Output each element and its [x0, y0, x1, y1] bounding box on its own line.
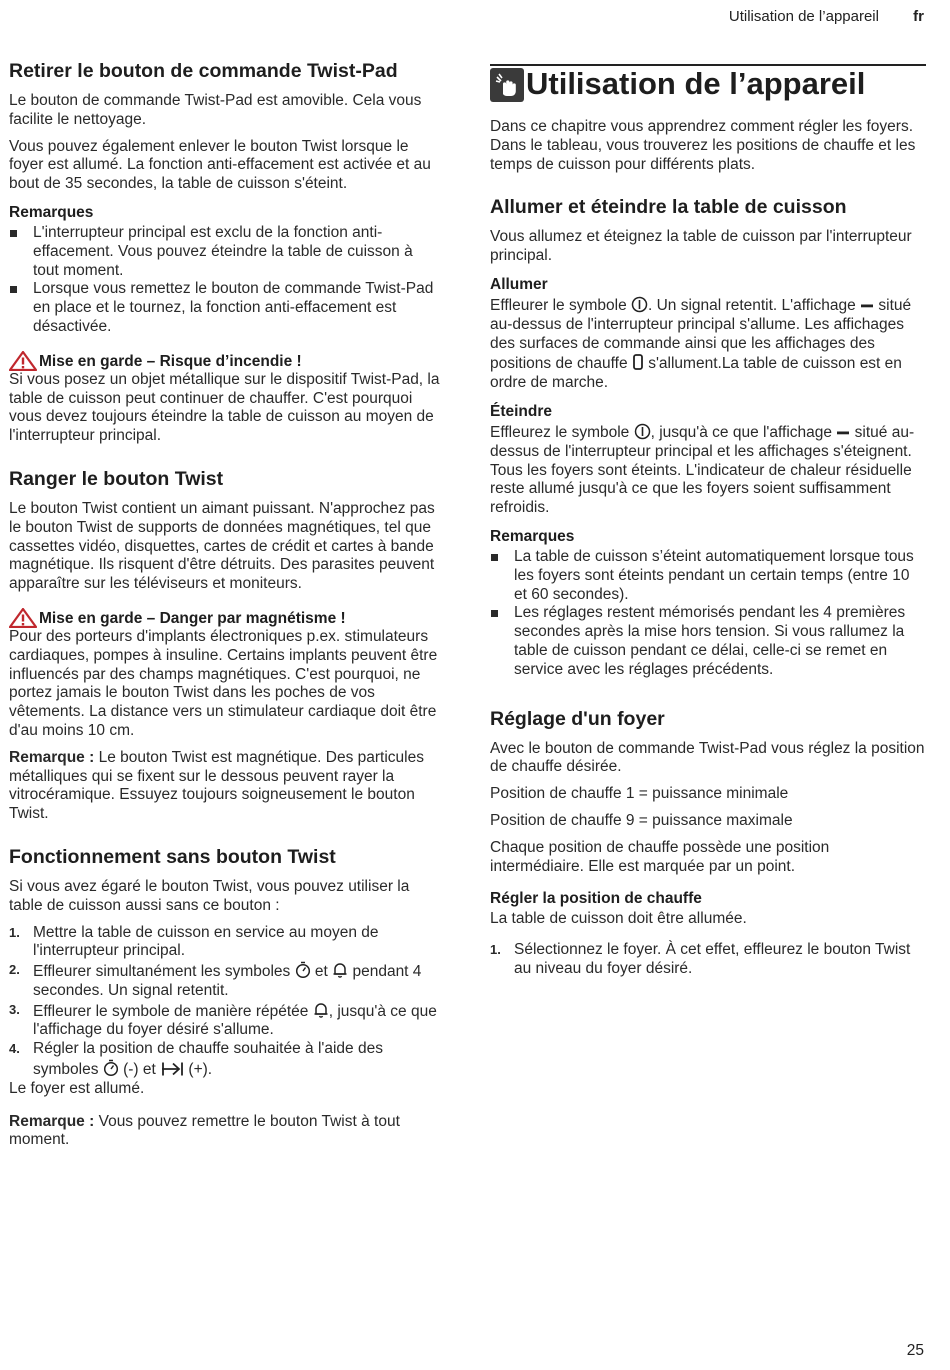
- text: Effleurer le symbole: [490, 296, 631, 314]
- warning-title-text: Mise en garde – Risque d’incendie !: [39, 352, 302, 370]
- dash-indicator-icon: [860, 299, 874, 313]
- step-text: Régler la position de chauffe souhaitée à l'aide des symboles: [33, 1040, 383, 1079]
- header-section-title: Utilisation de l’appareil: [728, 8, 879, 25]
- step-text: Effleurer simultanément les symboles: [33, 963, 295, 981]
- text: s'allument.La table de cuisson est en ordre de marche.: [490, 355, 902, 392]
- bullet: [10, 230, 17, 237]
- list-item: [9, 1040, 441, 1080]
- warning-fire-title: [9, 351, 441, 371]
- list-item-text: L'interrupteur principal est exclu de la fonction anti-effacement. Vous pouvez éteindre la table de cuisson à tout moment.: [33, 223, 413, 279]
- text: situé au-dessus de l'interrupteur principal et les affichages s'éteignent. Tous les foyers sont éteints. L'indicateur de chaleur résiduelle reste allumé jusqu'à ce que les foyers soient suffisamment refroidis.: [490, 423, 915, 517]
- paragraph: Le bouton de commande Twist-Pad est amovible. Cela vous facilite le nettoyage.: [9, 92, 422, 128]
- step-text: Mettre la table de cuisson en service au moyen de l'interrupteur principal.: [33, 923, 379, 960]
- list-item-text: Les réglages restent mémorisés pendant les 4 premières secondes après la mise hors tension. Si vous rallumez la table de cuisson pendant ce délai, celle-ci se remet en service avec les réglages précédents.: [514, 604, 906, 678]
- step-text: , jusqu'à ce que l'affichage du foyer désiré s'allume.: [33, 1002, 437, 1039]
- note-text: Le bouton Twist est magnétique. Des particules métalliques qui se fixent sur le dessous peuvent rayer la vitrocéramique. Essuyez toujours soigneusement le bouton Twist.: [9, 748, 424, 823]
- paragraph: Position de chauffe 1 = puissance minimale: [490, 785, 789, 803]
- remarks-list: [9, 224, 441, 337]
- paragraph: Dans ce chapitre vous apprendrez comment régler les foyers. Dans le tableau, vous trouverez les positions de chauffe et les temps de cuisson pour différents plats.: [490, 118, 916, 173]
- paragraph: Vous pouvez également enlever le bouton Twist lorsque le foyer est allumé. La fonction anti-effacement est activée et au bout de 35 secondes, la table de cuisson s'éteint.: [9, 137, 431, 193]
- chapter-title-block: [490, 64, 926, 102]
- text: situé au-dessus de l'interrupteur principal s'allume. Les affichages des surfaces de commande ainsi que les affichages des positions de chauffe: [490, 296, 912, 373]
- bullet: [491, 610, 498, 617]
- list-item: [490, 941, 926, 979]
- step-number: 2.: [9, 962, 20, 978]
- heading-on-off: Allumer et éteindre la table de cuisson: [490, 196, 847, 219]
- list-item: [9, 224, 441, 280]
- step-number: 3.: [9, 1001, 20, 1017]
- paragraph: Chaque position de chauffe possède une position intermédiaire. Elle est marquée par un point.: [490, 838, 830, 875]
- step-text: Effleurer le symbole de manière répétée: [33, 1002, 313, 1020]
- step-number: 1.: [490, 942, 501, 958]
- warning-title-text: Mise en garde – Danger par magnétisme !: [39, 609, 346, 627]
- step-text: (+).: [184, 1061, 213, 1079]
- note-label: Remarque :: [9, 1112, 95, 1130]
- timer-icon: [295, 961, 311, 979]
- paragraph: [490, 296, 926, 393]
- step-number: 1.: [9, 924, 20, 940]
- text: Effleurez le symbole: [490, 423, 634, 441]
- running-header: [729, 8, 924, 25]
- list-item: [9, 280, 441, 336]
- heading-store-twist: Ranger le bouton Twist: [9, 467, 224, 490]
- paragraph: [490, 423, 926, 518]
- bell-icon: [313, 1001, 329, 1019]
- remarks-heading: Remarques: [490, 527, 575, 545]
- left-column: [9, 60, 441, 1158]
- paragraph: Position de chauffe 9 = puissance maximale: [490, 811, 793, 829]
- heading-set-zone: Réglage d'un foyer: [490, 707, 665, 730]
- text: , jusqu'à ce que l'affichage: [650, 423, 837, 441]
- step-text: Sélectionnez le foyer. À cet effet, effleurez le bouton Twist au niveau du foyer désiré.: [514, 941, 911, 977]
- warning-triangle-icon: [9, 351, 37, 371]
- warning-magnetism-title: [9, 608, 441, 628]
- list-item: [490, 604, 926, 679]
- step-number: 4.: [9, 1041, 20, 1057]
- dash-indicator-icon: [836, 426, 850, 440]
- list-item: [9, 924, 441, 962]
- paragraph: Si vous avez égaré le bouton Twist, vous pouvez utiliser la table de cuisson aussi sans ce bouton :: [9, 877, 410, 914]
- note-text: Vous pouvez remettre le bouton Twist à tout moment.: [9, 1112, 400, 1149]
- bell-icon: [332, 961, 348, 979]
- paragraph: Vous allumez et éteignez la table de cuisson par l'interrupteur principal.: [490, 228, 912, 265]
- paragraph: Avec le bouton de commande Twist-Pad vous réglez la position de chauffe désirée.: [490, 739, 925, 776]
- paragraph: La table de cuisson doit être allumée.: [490, 910, 747, 928]
- page-number: 25: [906, 1342, 924, 1359]
- list-item-text: Lorsque vous remettez le bouton de commande Twist-Pad en place et le tournez, la fonction anti-effacement est désactivée.: [33, 280, 434, 335]
- step-text: (-) et: [118, 1061, 161, 1079]
- bullet: [491, 554, 498, 561]
- paragraph: Le bouton Twist contient un aimant puissant. N'approchez pas le bouton Twist de supports de données magnétiques, tel que cassettes vidéo, disquettes, cartes de crédit et cartes à bande magnétique. Ils risquent d'être détruits. Des parasites peuvent apparaître sur les téléviseurs et moniteurs.: [9, 499, 435, 593]
- paragraph: Le foyer est allumé.: [9, 1079, 145, 1097]
- heading-remove-twist-pad: Retirer le bouton de commande Twist-Pad: [9, 60, 398, 82]
- list-item: [490, 548, 926, 604]
- chapter-title: Utilisation de l’appareil: [526, 66, 866, 101]
- step-text: pendant 4 secondes. Un signal retentit.: [33, 963, 422, 999]
- text: . Un signal retentit. L'affichage: [648, 296, 861, 314]
- list-item-text: La table de cuisson s’éteint automatiquement lorsque tous les foyers sont éteints pendant un certain temps (entre 10 et 60 secondes).: [514, 547, 914, 603]
- remarks-heading: Remarques: [9, 203, 94, 221]
- header-language: fr: [913, 8, 924, 25]
- warning-triangle-icon: [9, 608, 37, 628]
- bullet: [10, 286, 17, 293]
- list-item: [9, 1001, 441, 1041]
- warning-body: Pour des porteurs d'implants électroniques p.ex. stimulateurs cardiaques, pompes à insuline. Certains implants peuvent être influencés par des champs magnétiques. C'est pourquoi, ne portez jamais le bouton Twist dans les poches de vos vêtements. La distance vers un stimulateur cardiaque doit être d'au moins 10 cm.: [9, 627, 438, 739]
- steps-list: [490, 941, 926, 979]
- subheading-on: Allumer: [490, 275, 548, 293]
- right-column: [490, 60, 926, 979]
- zero-digit-icon: [632, 353, 644, 371]
- note-paragraph: [9, 1113, 441, 1151]
- arrow-to-end-icon: [160, 1061, 184, 1077]
- warning-body: Si vous posez un objet métallique sur le dispositif Twist-Pad, la table de cuisson peut continuer de chauffer. C'est pourquoi vous devez toujours éteindre la table de cuisson au moyen de l'interrupteur principal.: [9, 370, 440, 445]
- list-item: [9, 961, 441, 1001]
- subheading-set-heat: Régler la position de chauffe: [490, 890, 702, 908]
- steps-list: [9, 924, 441, 1080]
- power-icon: [634, 423, 651, 440]
- remarks-list: [490, 548, 926, 680]
- power-icon: [631, 296, 648, 313]
- note-paragraph: [9, 749, 441, 824]
- subheading-off: Éteindre: [490, 402, 553, 420]
- step-text: et: [310, 963, 333, 981]
- note-label: Remarque :: [9, 748, 95, 766]
- heading-without-twist: Fonctionnement sans bouton Twist: [9, 845, 336, 868]
- hand-touch-icon: [490, 68, 524, 102]
- timer-icon: [103, 1059, 119, 1077]
